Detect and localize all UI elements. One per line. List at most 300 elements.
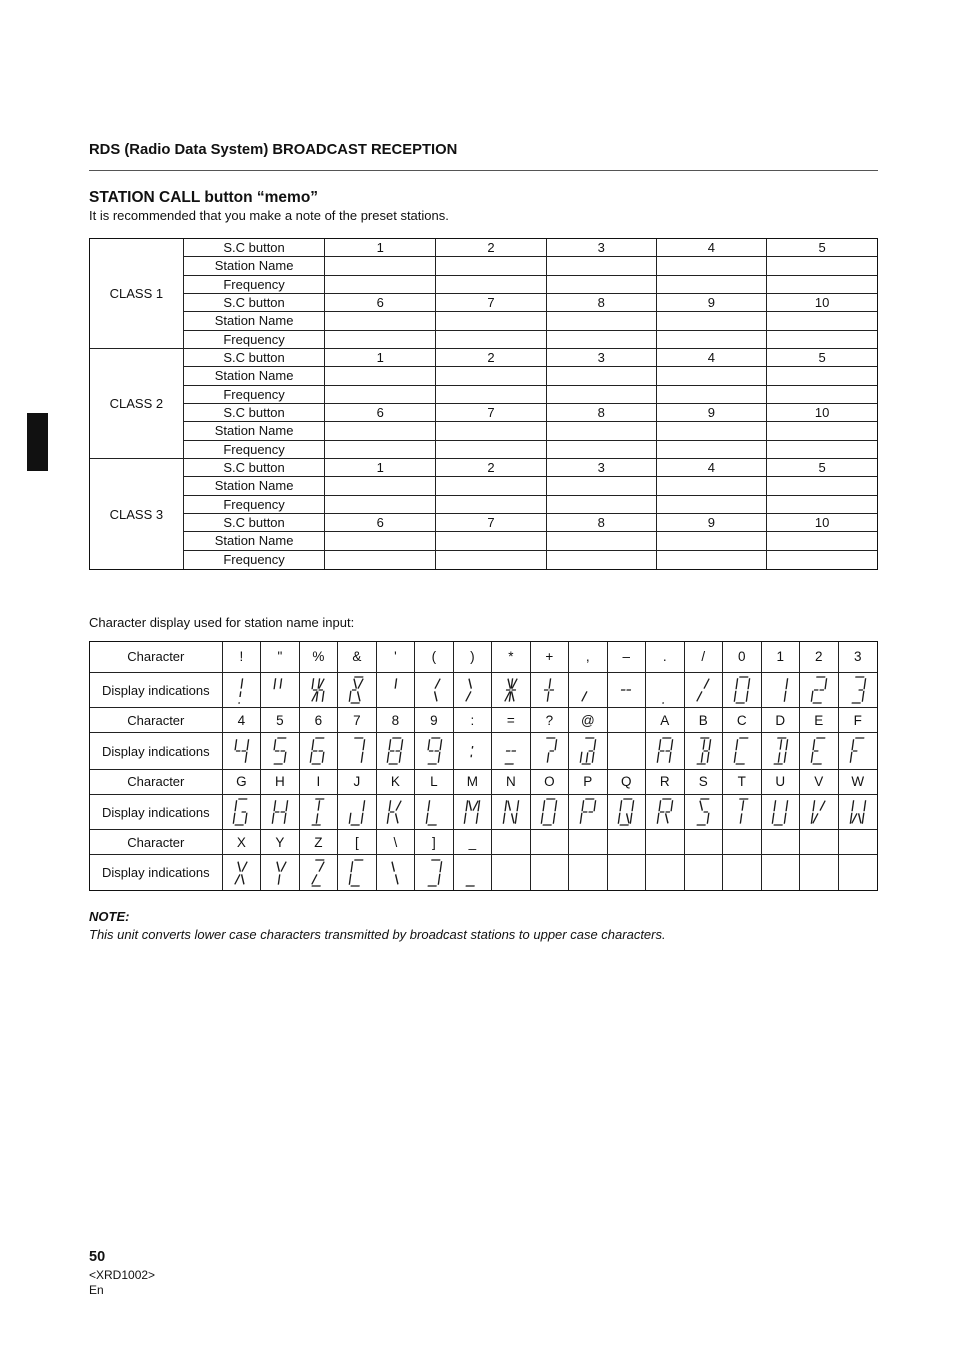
- segment-c: [746, 691, 748, 702]
- segment-l: [548, 691, 549, 701]
- character-left-bracket: [: [338, 830, 377, 855]
- segment-f: [351, 861, 353, 872]
- frequency-entry: [767, 551, 877, 569]
- frequency-entry: [767, 331, 877, 349]
- memo-row-label: Station Name: [184, 422, 326, 440]
- segment-c: [631, 813, 633, 824]
- station-name-entry: [325, 532, 436, 550]
- segment-b: [709, 739, 711, 750]
- memo-row-label: S.C button: [184, 459, 326, 477]
- segment-f: [813, 739, 815, 750]
- segment-b: [594, 800, 596, 811]
- intro-text: It is recommended that you make a note of the preset stations.: [89, 208, 449, 223]
- segment-f: [736, 739, 738, 750]
- display-indication: [454, 855, 493, 890]
- segment-l: [278, 874, 279, 884]
- segment-f: [543, 800, 545, 811]
- character-1: 1: [762, 642, 801, 673]
- display-glyph-v: [809, 797, 829, 827]
- display-indication: [223, 795, 261, 831]
- character-asterisk: *: [492, 642, 530, 673]
- station-name-entry: [657, 367, 768, 385]
- segment-b: [555, 800, 557, 811]
- display-glyph-z: [308, 858, 328, 888]
- display-indication: [415, 733, 453, 770]
- memo-row-label: S.C button: [184, 349, 326, 367]
- segment-h: [391, 861, 396, 871]
- station-name-entry: [325, 477, 436, 495]
- display-indication: [261, 673, 300, 709]
- segment-e: [850, 752, 852, 763]
- display-indication: [223, 733, 261, 770]
- segment-i: [549, 678, 550, 688]
- segment-l: [740, 814, 741, 824]
- character-d: D: [762, 708, 801, 733]
- display-indication: [454, 673, 493, 709]
- segment-k: [813, 814, 818, 824]
- frequency-entry: [657, 331, 768, 349]
- sc-button-number: 10: [767, 404, 877, 422]
- memo-row-label: Station Name: [184, 312, 326, 330]
- character-slash: /: [685, 642, 723, 673]
- display-row-label: Display indications: [90, 673, 223, 709]
- segment-m: [433, 691, 438, 701]
- display-glyph-o: [539, 797, 559, 827]
- sc-button-number: 8: [547, 294, 657, 312]
- empty-display-cell: [723, 855, 761, 890]
- character-v: V: [800, 770, 838, 795]
- character-b: B: [685, 708, 723, 733]
- display-indication: [646, 733, 685, 770]
- display-indication: [685, 673, 723, 709]
- display-indication: [762, 733, 801, 770]
- display-glyph-i: [308, 797, 328, 827]
- segment-f: [813, 800, 815, 811]
- segment-f: [428, 739, 430, 750]
- segment-c: [438, 752, 440, 763]
- segment-e: [657, 813, 659, 824]
- header-rule: [89, 170, 878, 171]
- segment-e: [234, 813, 236, 824]
- memo-row-label: S.C button: [184, 239, 326, 257]
- character-m: M: [454, 770, 493, 795]
- segment-f: [774, 800, 776, 811]
- display-glyph-percent: [308, 675, 328, 705]
- display-indication: [839, 673, 877, 709]
- character-right-bracket: ]: [415, 830, 453, 855]
- sc-button-number: 3: [547, 459, 657, 477]
- frequency-entry: [547, 441, 657, 459]
- display-glyph-underscore: [462, 858, 482, 888]
- empty-character-cell: [723, 830, 761, 855]
- segment-i: [396, 678, 397, 688]
- frequency-entry: [547, 331, 657, 349]
- segment-l: [548, 752, 549, 762]
- segment-b: [671, 800, 673, 811]
- station-name-entry: [767, 532, 877, 550]
- segment-f: [312, 678, 314, 689]
- segment-h: [506, 801, 511, 811]
- segment-c: [554, 813, 556, 824]
- segment-f: [659, 800, 661, 811]
- display-glyph-k: [385, 797, 405, 827]
- memo-row-label: Frequency: [184, 386, 326, 404]
- segment-c: [400, 752, 402, 763]
- memo-row-label: Station Name: [184, 257, 326, 275]
- character-row-label: Character: [90, 770, 223, 795]
- station-name-entry: [657, 477, 768, 495]
- sc-button-number: 9: [657, 514, 768, 532]
- display-indication: [377, 733, 415, 770]
- segment-e: [349, 813, 351, 824]
- segment-j: [704, 679, 709, 689]
- segment-b: [632, 800, 634, 811]
- character-2: 2: [800, 642, 838, 673]
- frequency-entry: [657, 496, 768, 514]
- segment-c: [246, 752, 248, 763]
- segment-ls: [240, 691, 241, 697]
- segment-j: [358, 679, 363, 689]
- memo-row-label: Frequency: [184, 441, 326, 459]
- sc-button-number: 7: [436, 404, 547, 422]
- segment-f: [852, 800, 854, 811]
- display-glyph-c: [732, 736, 752, 766]
- display-glyph-4: [231, 736, 251, 766]
- display-indication: [608, 795, 646, 831]
- character-colon: :: [454, 708, 493, 733]
- character-double-quote: ": [261, 642, 300, 673]
- display-indication: [338, 673, 377, 709]
- character-i: I: [300, 770, 338, 795]
- display-glyph-left-bracket: [347, 858, 367, 888]
- empty-character-cell: [608, 708, 646, 733]
- character-k: K: [377, 770, 415, 795]
- frequency-entry: [436, 386, 547, 404]
- segment-l: [317, 814, 318, 824]
- segment-m: [395, 814, 400, 824]
- segment-b: [517, 800, 519, 811]
- segment-c: [708, 752, 710, 763]
- display-indication: [569, 673, 608, 709]
- character-ampersand: &: [338, 642, 377, 673]
- empty-character-cell: [800, 830, 838, 855]
- class-1-label: CLASS 1: [90, 239, 184, 349]
- display-indication: [300, 795, 338, 831]
- display-glyph-right-parenthesis: [462, 675, 482, 705]
- segment-e: [388, 752, 390, 763]
- segment-f: [466, 800, 468, 811]
- display-glyph-ampersand: [347, 675, 367, 705]
- display-indication: [338, 733, 377, 770]
- segment-f: [582, 800, 584, 811]
- segment-e: [580, 752, 582, 763]
- display-glyph-r: [655, 797, 675, 827]
- display-indication: [223, 855, 261, 890]
- character-display-table: [89, 641, 878, 891]
- segment-e: [811, 752, 813, 763]
- character-row-label: Character: [90, 830, 223, 855]
- segment-j: [319, 861, 324, 871]
- frequency-entry: [767, 386, 877, 404]
- segment-j: [820, 801, 825, 811]
- display-indication: [685, 795, 723, 831]
- station-name-entry: [436, 532, 547, 550]
- empty-character-cell: [608, 830, 646, 855]
- display-indication: [800, 795, 838, 831]
- station-name-entry: [767, 422, 877, 440]
- display-indication: [723, 795, 761, 831]
- segment-b: [401, 739, 403, 750]
- segment-b: [864, 800, 866, 811]
- segment-c: [438, 873, 440, 884]
- segment-b: [786, 678, 788, 689]
- display-row-label: Display indications: [90, 795, 223, 831]
- segment-b: [594, 739, 596, 750]
- display-glyph-asterisk: [501, 675, 521, 705]
- empty-character-cell: [839, 830, 877, 855]
- segment-b: [286, 800, 288, 811]
- empty-display-cell: [646, 855, 685, 890]
- character-underscore: _: [454, 830, 493, 855]
- frequency-entry: [767, 441, 877, 459]
- segment-h: [468, 801, 473, 811]
- display-glyph-p: [578, 797, 598, 827]
- segment-m: [356, 691, 361, 701]
- display-glyph-m: [462, 797, 482, 827]
- station-name-entry: [436, 257, 547, 275]
- station-name-entry: [657, 422, 768, 440]
- display-glyph-exclamation: [231, 675, 251, 705]
- segment-e: [465, 813, 467, 824]
- segment-m: [510, 814, 515, 824]
- memo-row-label: Frequency: [184, 496, 326, 514]
- sc-button-number: 8: [547, 404, 657, 422]
- segment-c: [785, 813, 787, 824]
- segment-c: [361, 752, 363, 763]
- display-indication: [723, 673, 761, 709]
- frequency-entry: [436, 496, 547, 514]
- segment-m: [857, 814, 862, 824]
- display-indication: [261, 795, 300, 831]
- segment-m: [664, 814, 669, 824]
- segment-e: [580, 813, 582, 824]
- display-glyph-question-mark: [539, 736, 559, 766]
- station-name-entry: [436, 312, 547, 330]
- display-glyph-right-bracket: [424, 858, 444, 888]
- segment-c: [669, 752, 671, 763]
- sc-button-number: 9: [657, 294, 768, 312]
- segment-h: [468, 679, 473, 689]
- character-left-parenthesis: (: [415, 642, 453, 673]
- frequency-entry: [547, 551, 657, 569]
- character-l: L: [415, 770, 453, 795]
- sc-button-number: 6: [325, 514, 436, 532]
- station-name-entry: [325, 422, 436, 440]
- character-z: Z: [300, 830, 338, 855]
- display-indication: [839, 733, 877, 770]
- display-indication: [569, 795, 608, 831]
- segment-e: [811, 813, 813, 824]
- segment-e: [657, 752, 659, 763]
- segment-j: [473, 801, 478, 811]
- display-glyph-g: [231, 797, 251, 827]
- segment-l: [586, 752, 587, 762]
- character-question-mark: ?: [531, 708, 569, 733]
- sc-button-number: 2: [436, 459, 547, 477]
- empty-display-cell: [569, 855, 608, 890]
- segment-f: [274, 678, 276, 689]
- segment-h: [237, 861, 242, 871]
- segment-b: [786, 739, 788, 750]
- segment-c: [862, 813, 864, 824]
- empty-character-cell: [685, 830, 723, 855]
- frequency-entry: [547, 496, 657, 514]
- character-exclamation: !: [223, 642, 261, 673]
- character-percent: %: [300, 642, 338, 673]
- character-period: .: [646, 642, 685, 673]
- segment-f: [235, 739, 237, 750]
- character-dash: –: [608, 642, 646, 673]
- display-glyph-j: [347, 797, 367, 827]
- memo-row-label: Station Name: [184, 532, 326, 550]
- display-indication: [377, 673, 415, 709]
- display-glyph-apostrophe: [385, 675, 405, 705]
- display-indication: [261, 855, 300, 890]
- display-indication: [608, 673, 646, 709]
- segment-b: [363, 800, 365, 811]
- display-indication: [800, 733, 838, 770]
- sc-button-number: 6: [325, 294, 436, 312]
- class-2-label: CLASS 2: [90, 349, 184, 459]
- frequency-entry: [767, 276, 877, 294]
- segment-e: [426, 813, 428, 824]
- segment-h: [352, 679, 357, 689]
- display-glyph-a: [655, 736, 675, 766]
- character-j: J: [338, 770, 377, 795]
- frequency-entry: [547, 386, 657, 404]
- empty-display-cell: [839, 855, 877, 890]
- memo-row-label: Station Name: [184, 367, 326, 385]
- sc-button-number: 7: [436, 294, 547, 312]
- frequency-entry: [436, 276, 547, 294]
- character-5: 5: [261, 708, 300, 733]
- character-c: C: [723, 708, 761, 733]
- segment-e: [734, 691, 736, 702]
- segment-i: [280, 678, 281, 688]
- segment-b: [786, 800, 788, 811]
- display-glyph-h: [270, 797, 290, 827]
- segment-m: [395, 874, 400, 884]
- character-7: 7: [338, 708, 377, 733]
- segment-b: [440, 861, 442, 872]
- display-glyph-5: [270, 736, 290, 766]
- character-s: S: [685, 770, 723, 795]
- display-glyph-at-sign: [578, 736, 598, 766]
- segment-f: [428, 800, 430, 811]
- display-glyph-colon: [462, 736, 482, 766]
- segment-f: [389, 800, 391, 811]
- memo-row-label: Frequency: [184, 551, 326, 569]
- display-indication: [531, 673, 569, 709]
- segment-l: [702, 752, 703, 762]
- station-name-entry: [657, 532, 768, 550]
- display-glyph-q: [616, 797, 636, 827]
- display-glyph-equals: [501, 736, 521, 766]
- segment-h: [699, 801, 704, 811]
- station-name-entry: [547, 422, 657, 440]
- segment-f: [620, 800, 622, 811]
- segment-f: [736, 678, 738, 689]
- segment-h: [275, 861, 280, 871]
- segment-k: [852, 814, 857, 824]
- display-glyph-d: [770, 736, 790, 766]
- empty-display-cell: [762, 855, 801, 890]
- segment-e: [773, 813, 775, 824]
- sc-button-number: 8: [547, 514, 657, 532]
- segment-e: [388, 813, 390, 824]
- sc-button-number: 10: [767, 514, 877, 532]
- segment-m: [625, 814, 630, 824]
- segment-c: [785, 691, 787, 702]
- display-glyph-y: [270, 858, 290, 888]
- frequency-entry: [657, 276, 768, 294]
- segment-i: [242, 678, 243, 688]
- display-glyph-w: [848, 797, 868, 827]
- segment-f: [505, 800, 507, 811]
- sc-button-number: 7: [436, 514, 547, 532]
- station-name-entry: [657, 312, 768, 330]
- display-row-label: Display indications: [90, 855, 223, 890]
- character-row-label: Character: [90, 708, 223, 733]
- section-title: RDS (Radio Data System) BROADCAST RECEPTION: [89, 142, 458, 158]
- segment-c: [361, 813, 363, 824]
- display-glyph-x: [231, 858, 251, 888]
- display-glyph-0: [732, 675, 752, 705]
- sc-button-number: 5: [767, 349, 877, 367]
- char-display-caption: Character display used for station name input:: [89, 615, 355, 630]
- character-equals: =: [492, 708, 530, 733]
- display-indication: [415, 673, 453, 709]
- character-8: 8: [377, 708, 415, 733]
- sc-button-number: 9: [657, 404, 768, 422]
- frequency-entry: [325, 386, 436, 404]
- character-backslash: \: [377, 830, 415, 855]
- segment-f: [389, 739, 391, 750]
- character-4: 4: [223, 708, 261, 733]
- segment-m: [241, 874, 246, 884]
- segment-j: [396, 801, 401, 811]
- station-name-entry: [325, 312, 436, 330]
- segment-e: [272, 813, 274, 824]
- segment-c: [862, 691, 864, 702]
- display-indication: [762, 673, 801, 709]
- display-indication: [415, 795, 453, 831]
- sc-button-number: 2: [436, 239, 547, 257]
- frequency-entry: [325, 551, 436, 569]
- display-glyph-t: [732, 797, 752, 827]
- segment-l: [779, 752, 780, 762]
- display-glyph-n: [501, 797, 521, 827]
- segment-e: [349, 873, 351, 884]
- section-tab-marker: [27, 413, 48, 471]
- memo-row-label: S.C button: [184, 404, 326, 422]
- character-row-label: Character: [90, 642, 223, 673]
- display-indication: [685, 733, 723, 770]
- station-name-entry: [767, 477, 877, 495]
- segment-b: [825, 678, 827, 689]
- station-name-entry: [547, 367, 657, 385]
- display-indication: [646, 795, 685, 831]
